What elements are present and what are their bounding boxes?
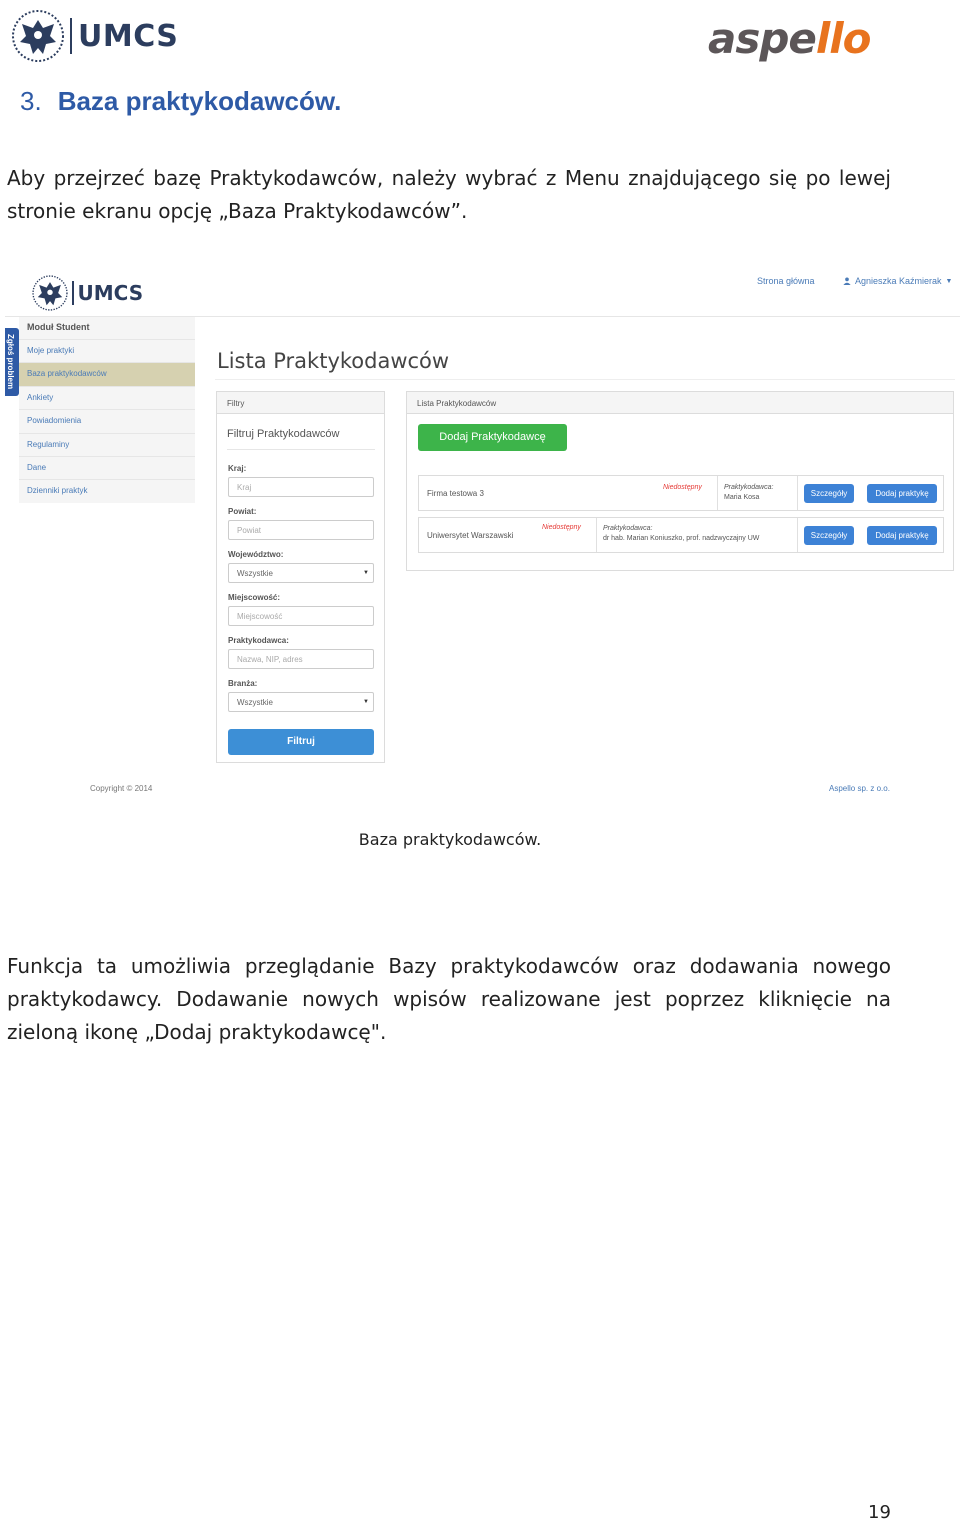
aspello-logo [708,0,871,64]
contact-name: dr hab. Marian Koniuszko, prof. nadzwyczajny UW [603,535,760,542]
app-main-content [195,317,960,782]
umcs-eagle-emblem-icon [31,274,69,312]
report-problem-label: Zgłoś problem [6,334,15,390]
footer-company-link[interactable]: Aspello sp. z o.o. [829,784,890,793]
employer-input[interactable]: Nazwa, NIP, adres [228,649,374,669]
city-input[interactable]: Miejscowość [228,606,374,626]
table-row [418,475,944,511]
sidebar-item-internship-journals[interactable]: Dzienniki praktyk [19,479,195,502]
contact-label: Praktykodawca: [724,484,774,491]
sidebar-item-my-internships[interactable]: Moje praktyki [19,339,195,362]
caret-down-icon: ▼ [363,699,369,705]
table-row [418,517,944,553]
figure-caption: Baza praktykodawców. [358,830,542,849]
aspello-logo-text: aspello [708,14,871,63]
sidebar [19,317,195,503]
sidebar-item-notifications[interactable]: Powiadomienia [19,409,195,432]
umcs-eagle-emblem-icon [10,8,66,64]
row-divider [797,476,798,510]
industry-select[interactable] [228,692,374,712]
contact-label: Praktykodawca: [603,525,653,532]
filter-button[interactable]: Filtruj [228,729,374,755]
filters-divider [227,449,375,450]
nav-user-name: Agnieszka Kaźmierak [855,276,942,286]
contact-name: Maria Kosa [724,494,760,501]
add-internship-button[interactable]: Dodaj praktykę [867,526,937,545]
add-internship-button[interactable]: Dodaj praktykę [867,484,937,503]
province-label: Województwo: [228,550,284,559]
industry-select-value: Wszystkie [237,698,273,707]
description-paragraph: Funkcja ta umożliwia przeglądanie Bazy praktykodawców oraz dodawania nowego praktykodawcy. Dodawanie nowych wpisów realizowane jest poprzez kliknięcie na zieloną ikonę „Dodaj praktykodawcę". [7,954,891,1044]
sidebar-item-employer-database[interactable]: Baza praktykodawców [19,362,195,385]
nav-user-menu[interactable] [843,276,952,286]
umcs-logo [10,8,180,64]
section-title [20,86,341,117]
employer-list-panel-title: Lista Praktykodawców [407,392,953,414]
user-icon [843,277,851,285]
page-number: 19 [868,1502,891,1523]
sidebar-item-regulations[interactable]: Regulaminy [19,433,195,456]
province-select[interactable] [228,563,374,583]
sidebar-item-data[interactable]: Dane [19,456,195,479]
employer-list-panel [406,391,954,571]
heading-divider [215,379,955,380]
app-screenshot [5,262,960,802]
industry-label: Branża: [228,679,258,688]
country-label: Kraj: [228,464,247,473]
app-logo-text: UMCS [77,281,144,305]
report-problem-tab[interactable] [5,328,19,396]
employer-name: Uniwersytet Warszawski [427,531,514,540]
details-button[interactable]: Szczegóły [804,484,854,503]
section-title-text: Baza praktykodawców. [57,86,342,116]
filters-subtitle: Filtruj Praktykodawców [227,428,340,440]
country-input[interactable]: Kraj [228,477,374,497]
umcs-logo-text: UMCS [78,18,179,54]
caret-down-icon: ▼ [945,277,953,285]
app-top-bar [5,262,960,317]
city-label: Miejscowość: [228,593,281,602]
app-logo[interactable] [31,274,143,312]
province-select-value: Wszystkie [237,569,273,578]
district-input[interactable]: Powiat [228,520,374,540]
filters-panel-title: Filtry [217,392,384,414]
row-divider [717,476,718,510]
employer-contact [724,483,773,503]
filters-panel [216,391,385,763]
nav-home-link[interactable]: Strona główna [757,276,815,286]
row-divider [596,518,597,552]
page-title: Lista Praktykodawców [217,349,450,373]
employer-name: Firma testowa 3 [427,489,484,498]
section-number: 3. [20,86,42,116]
footer-copyright: Copyright © 2014 [90,784,153,793]
status-badge: Niedostępny [663,484,702,491]
status-badge: Niedostępny [542,524,581,531]
district-label: Powiat: [228,507,257,516]
employer-contact [603,524,759,544]
employer-label: Praktykodawca: [228,636,289,645]
intro-paragraph: Aby przejrzeć bazę Praktykodawców, należy wybrać z Menu znajdującego się po lewej stronie ekranu opcję „Baza Praktykodawców”. [7,166,891,223]
caret-down-icon: ▼ [363,570,369,576]
sidebar-item-surveys[interactable]: Ankiety [19,386,195,409]
row-divider [797,518,798,552]
add-employer-button[interactable]: Dodaj Praktykodawcę [418,424,567,451]
sidebar-heading: Moduł Student [27,322,90,332]
details-button[interactable]: Szczegóły [804,526,854,545]
